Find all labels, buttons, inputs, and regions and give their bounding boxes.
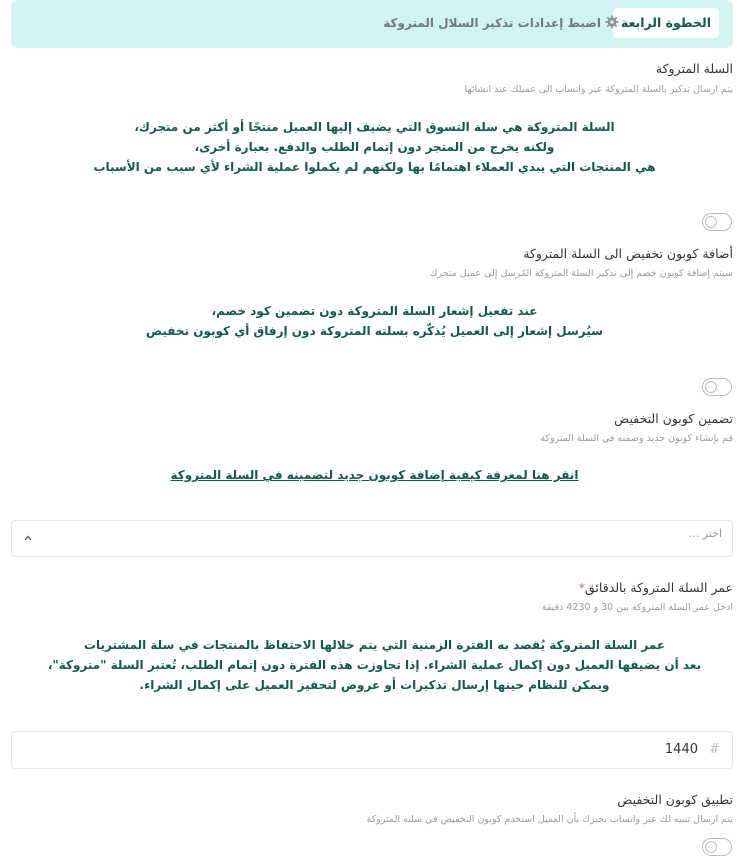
abandoned-cart-hint: يتم ارسال تذكير بالسلة المتروكة عبر واتساب الى عميلك عند انشائها <box>464 84 733 95</box>
abandoned-cart-title: السلة المتروكة <box>655 61 733 76</box>
apply-coupon-hint: يتم ارسال تنبيه لك عبر واتساب يخبرك بأن العميل استخدم كوبون التخفيض في سلته المتروكة <box>366 814 733 825</box>
apply-coupon-title: تطبيق كوبون التخفيض <box>617 792 733 807</box>
toggle-knob <box>705 216 717 228</box>
info-line: عمر السلة المتروكة يُقصد به الفترة الزمنية التي يتم خلالها الاحتفاظ بالمنتجات في سلة المشتريات <box>83 638 666 652</box>
hash-icon: # <box>709 742 720 757</box>
info-line: ولكنه يخرج من المتجر دون إتمام الطلب والدفع. بعبارة أخرى، <box>194 140 555 154</box>
cart-age-info <box>0 635 749 695</box>
cart-age-input[interactable] <box>11 731 733 769</box>
apply-coupon-toggle[interactable] <box>702 838 732 856</box>
add-coupon-title: أضافة كوبون تخفيض الى السلة المتروكة <box>523 246 733 261</box>
chevron-up-icon <box>24 535 32 541</box>
include-coupon-title: تضمين كوبون التخفيض <box>614 411 733 426</box>
add-coupon-help-link[interactable]: انقر هنا لمعرفة كيفية إضافة كوبون جديد لتضمينه في السلة المتروكة <box>170 468 579 482</box>
toggle-knob <box>705 381 717 393</box>
info-line: عند تفعيل إشعار السلة المتروكة دون تضمين كود خصم، <box>211 304 538 318</box>
step-badge: الخطوة الرابعة <box>613 8 719 38</box>
add-coupon-toggle[interactable] <box>702 378 732 396</box>
gear-icon <box>605 15 619 29</box>
step-title <box>383 8 619 38</box>
add-coupon-info <box>0 301 749 341</box>
abandoned-cart-info <box>0 117 749 177</box>
required-mark: * <box>578 580 585 595</box>
info-line: بعد أن يضيفها العميل دون إكمال عملية الشراء. إذا تجاوزت هذه الفترة دون إتمام الطلب، تُعتبر السلة "متروكة"، <box>47 658 702 672</box>
toggle-knob <box>705 841 717 853</box>
cart-age-title-text: عمر السلة المتروكة بالدقائق <box>585 580 733 595</box>
info-line: السلة المتروكة هي سلة التسوق التي يضيف إليها العميل منتجًا أو أكثر من متجرك، <box>134 120 615 134</box>
step-title-text: اضبط إعدادات تذكير السلال المتروكة <box>383 16 601 30</box>
include-coupon-hint: قم بإنشاء كوبون جديد وضمنه في السلة المتروكة <box>540 433 733 444</box>
coupon-select[interactable] <box>11 520 733 557</box>
cart-age-hint: ادخل عمر السلة المتروكة بين 30 و 4230 دقيقة <box>541 602 733 613</box>
add-coupon-hint: سيتم إضافة كوبون خصم إلى تذكير السلة المتروكة المُرسل إلى عميل متجرك <box>429 268 733 279</box>
info-line: سيُرسل إشعار إلى العميل يُذكّره بسلته المتروكة دون إرفاق أي كوبون تخفيض <box>146 324 603 338</box>
cart-age-value[interactable]: 1440 <box>664 742 698 757</box>
abandoned-cart-toggle[interactable] <box>702 213 732 231</box>
info-line: هي المنتجات التي يبدي العملاء اهتمامًا بها ولكنهم لم يكملوا عملية الشراء لأي سبب من الأسباب <box>93 160 656 174</box>
step-header <box>11 0 733 48</box>
info-line: ويمكن للنظام حينها إرسال تذكيرات أو عروض لتحفيز العميل على إكمال الشراء. <box>139 678 610 692</box>
coupon-select-placeholder: اختر ... <box>688 527 722 540</box>
cart-age-title <box>579 580 733 595</box>
